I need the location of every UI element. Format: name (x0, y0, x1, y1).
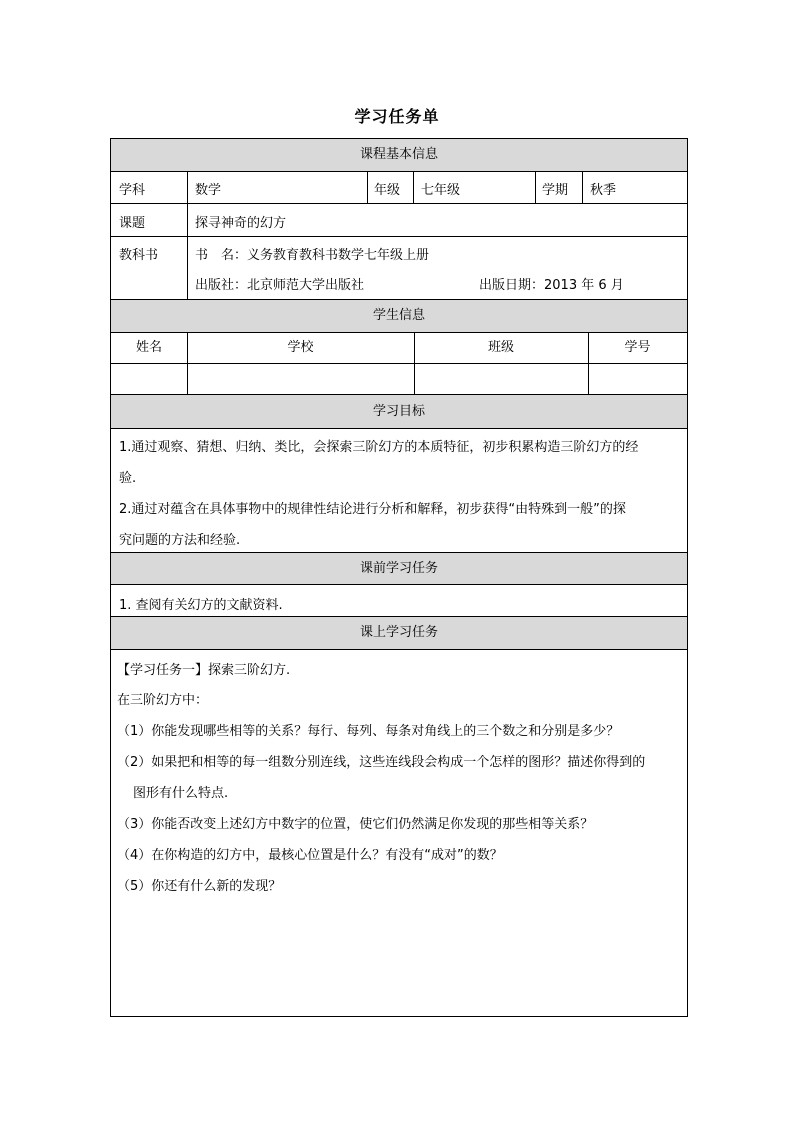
in-class-question-5: （5）你还有什么新的发现？ (117, 879, 282, 894)
student-col-class: 班级 (487, 340, 514, 355)
in-class-question-1: （1）你能发现哪些相等的关系？每行、每列、每条对角线上的三个数之和分别是多少？ (117, 724, 620, 739)
grade-value: 七年级 (421, 183, 461, 198)
student-info-header: 学生信息 (111, 299, 687, 332)
in-class-question-3: （3）你能否改变上述幻方中数字的位置，使它们仍然满足你发现的那些相等关系？ (117, 817, 594, 832)
pre-class-header: 课前学习任务 (111, 552, 687, 584)
goals-header: 学习目标 (111, 394, 687, 428)
term-value: 秋季 (590, 183, 617, 198)
textbook-name: 书 名：义务教育教科书数学七年级上册 (195, 248, 430, 263)
goal-item-2-line-2: 究问题的方法和经验. (119, 533, 241, 548)
topic-label: 课题 (119, 216, 146, 231)
pre-class-item-1: 1. 查阅有关幻方的文献资料. (119, 598, 283, 613)
in-class-intro: 在三阶幻方中： (117, 693, 209, 708)
in-class-question-2-line-1: （2）如果把和相等的每一组数分别连线，这些连线段会构成一个怎样的图形？描述你得到的 (117, 755, 646, 770)
in-class-question-4: （4）在你构造的幻方中，最核心位置是什么？有没有“成对”的数？ (117, 848, 503, 863)
in-class-header: 课上学习任务 (111, 616, 687, 649)
course-info-header: 课程基本信息 (111, 139, 687, 171)
goal-item-1-line-1: 1.通过观察、猜想、归纳、类比，会探索三阶幻方的本质特征，初步积累构造三阶幻方的经 (119, 440, 639, 455)
term-label: 学期 (542, 183, 569, 198)
topic-value: 探寻神奇的幻方 (195, 216, 287, 231)
subject-value: 数学 (195, 183, 222, 198)
document-title: 学习任务单 (354, 107, 440, 126)
goal-item-2-line-1: 2.通过对蕴含在具体事物中的规律性结论进行分析和解释，初步获得“由特殊到一般”的探 (119, 502, 626, 517)
in-class-task-title: 【学习任务一】探索三阶幻方. (117, 663, 291, 678)
grade-label: 年级 (374, 183, 401, 198)
task-sheet-table (110, 138, 688, 1017)
textbook-label: 教科书 (119, 248, 159, 263)
textbook-pub-date: 出版日期：2013 年 6 月 (479, 278, 624, 293)
student-col-school: 学校 (287, 340, 314, 355)
student-col-id: 学号 (624, 340, 651, 355)
student-col-name: 姓名 (135, 340, 162, 355)
textbook-publisher: 出版社：北京师范大学出版社 (195, 278, 365, 293)
subject-label: 学科 (119, 183, 146, 198)
in-class-question-2-line-2: 图形有什么特点. (133, 786, 229, 801)
goal-item-1-line-2: 验. (119, 471, 137, 486)
